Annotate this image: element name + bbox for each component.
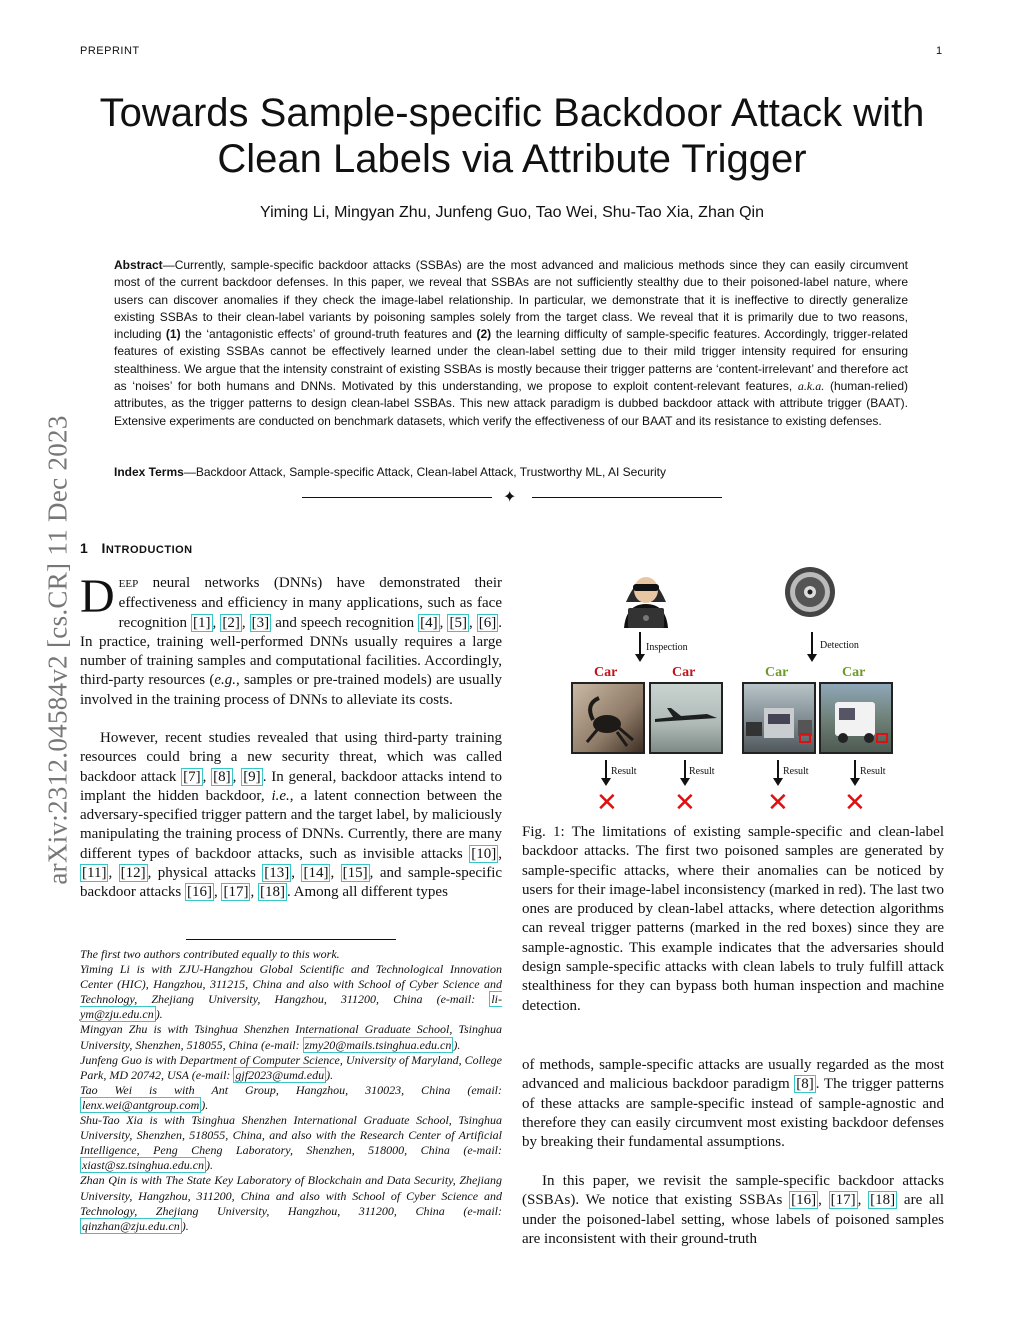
clean-label-image-truck xyxy=(742,682,816,754)
label-car-2: Car xyxy=(672,665,696,680)
citation-link[interactable]: [14] xyxy=(303,865,329,882)
fail-x-icon-2: ✕ xyxy=(674,788,696,817)
citation-link[interactable]: [2] xyxy=(222,614,240,631)
email-link[interactable]: qinzhan@zju.edu.cn xyxy=(82,1218,180,1233)
fail-x-icon-3: ✕ xyxy=(767,788,789,817)
abstract-label: Abstract xyxy=(114,258,163,272)
detection-arrow xyxy=(811,632,813,656)
body-text: neural networks (DNNs) have demonstrated their effectiveness and efficiency in many applications, such as face recognition xyxy=(118,575,502,631)
result-label-2: Result xyxy=(689,766,715,777)
citation-link[interactable]: [1] xyxy=(193,614,211,631)
inspection-arrow xyxy=(639,632,641,656)
email-link[interactable]: zmy20@mails.tsinghua.edu.cn xyxy=(304,1037,452,1052)
citation-link[interactable]: [18] xyxy=(870,1192,896,1209)
abstract-point-2: (2) xyxy=(476,327,492,342)
fail-x-icon-1: ✕ xyxy=(596,788,618,817)
figure-1 xyxy=(522,560,946,820)
result-arrow-1 xyxy=(605,760,607,780)
intro-paragraph-1: DEEP neural networks (DNNs) have demonstrated their effectiveness and efficiency in many applications, such as face recognition [1] , [2] , [3] and speech recognition [4] , [5] , [6] . In practice, training well-performed DNNs usually requires a large number of training samples and computational facilities. Accordingly, third-party resources (e.g., samples or pre-trained models) are usually involved in the training process of DNNs to alleviate its costs. xyxy=(80,570,503,708)
footnote-author-4: Tao Wei is with Ant Group, Hangzhou, 310023, China (email: lenx.wei@antgroup.com ). xyxy=(80,1082,502,1112)
body-text: . In practice, training well-performed DNNs usually requires a large number of training samples and computational facilities. Accordingly, third-party resources ( xyxy=(80,614,503,689)
body-text-italic: i.e. xyxy=(271,787,290,804)
body-text: of methods, sample-specific attacks are usually regarded as the most advanced and malicious backdoor paradigm xyxy=(522,1057,944,1093)
index-terms-text: —Backdoor Attack, Sample-specific Attack, Clean-label Attack, Trustworthy ML, AI Security xyxy=(183,465,667,479)
footnote-rule xyxy=(186,939,396,940)
citation-link[interactable]: [13] xyxy=(264,865,290,882)
fail-x-icon-4: ✕ xyxy=(844,788,866,817)
footnote-author-5: Shu-Tao Xia is with Tsinghua Shenzhen International Graduate School, Tsinghua University, Shenzhen, 518055, China, and also with the Research Center of Artificial Intelligence, Peng Cheng Laboratory, Shenzhen, 518000, China (e-mail: xiast@sz.tsinghua.edu.cn ). xyxy=(80,1113,502,1173)
footnote-equal-contribution: The first two authors contributed equally to this work. xyxy=(80,947,340,961)
hacker-icon xyxy=(620,562,672,628)
right-paragraph-1 xyxy=(522,1056,944,1152)
page-number: 1 xyxy=(936,45,943,57)
body-text: However, recent studies revealed that using third-party training resources could bring a new security threat, which was called backdoor attack xyxy=(80,730,502,785)
body-text: . In general, backdoor attacks intend to implant the hidden backdoor, xyxy=(80,768,503,804)
body-text: . The trigger patterns of these attacks are sample-specific instead of sample-agnostic and therefore they can easily circumvent most existing backdoor defenses by breaking their fundamental assumptions. xyxy=(522,1076,944,1151)
citation-link[interactable]: [17] xyxy=(830,1192,856,1209)
body-text: and speech recognition xyxy=(271,614,419,631)
citation-link[interactable]: [11] xyxy=(82,865,107,882)
citation-link[interactable]: [8] xyxy=(796,1076,814,1093)
body-text-italic: e.g. xyxy=(214,672,237,689)
citation-link[interactable]: [5] xyxy=(449,614,467,631)
citation-link[interactable]: [3] xyxy=(251,614,270,631)
section-divider-right xyxy=(532,497,722,498)
detection-gear-icon xyxy=(784,566,836,618)
result-arrow-3 xyxy=(777,760,779,780)
citation-link[interactable]: [8] xyxy=(213,768,231,785)
abstract-aka: a.k.a. xyxy=(797,379,825,394)
label-car-1: Car xyxy=(594,665,618,680)
title-line-2: Clean Labels via Attribute Trigger xyxy=(217,137,807,181)
result-arrow-head-3 xyxy=(773,778,783,786)
body-text: , samples or pre-trained models) are usually involved in the training process of DNNs to alleviate its costs. xyxy=(80,672,502,708)
citation-link[interactable]: [4] xyxy=(420,614,438,631)
body-text: . Among all different types xyxy=(286,884,448,901)
divider-star-icon: ✦ xyxy=(503,489,517,506)
detection-label: Detection xyxy=(820,640,859,651)
email-link[interactable]: xiast@sz.tsinghua.edu.cn xyxy=(82,1158,205,1173)
paper-title xyxy=(80,90,944,182)
inspection-label: Inspection xyxy=(646,642,688,653)
result-arrow-head-1 xyxy=(601,778,611,786)
figure-caption: Fig. 1: The limitations of existing sample-specific and clean-label backdoor attacks. The first two poisoned samples are generated by sample-specific attacks, where their anomalies can be noticed by users for their image-label inconsistency (marked in red). The last two ones are produced by clean-label attacks, where detection algorithms can reveal trigger patterns (marked in the red boxes) since they are sample-agnostic. This example indicates that the adversaries should design sample-specific attacks with clean labels to truly fulfill attack stealthiness for they can bypass both human inspection and machine detection. xyxy=(522,824,944,1014)
body-text: In this paper, we revisit the sample-specific backdoor attacks (SSBAs). We notice that existing SSBAs xyxy=(522,1173,944,1209)
section-title-rest: NTRODUCTION xyxy=(105,544,193,556)
result-label-3: Result xyxy=(783,766,809,777)
body-text: , a latent connection between the adversary-specified trigger pattern and the target label, by maliciously manipulating the training process of DNNs. Currently, there are many different types of backdoor attacks, such as invisible attacks xyxy=(80,787,502,862)
citation-link[interactable]: [6] xyxy=(478,614,497,631)
footnote-author-2: Mingyan Zhu is with Tsinghua Shenzhen International Graduate School, Tsinghua University, Shenzhen, 518055, China (e-mail: zmy20@mails.tsinghua.edu.cn ). xyxy=(80,1022,502,1052)
footnote-author-1: Yiming Li is with ZJU-Hangzhou Global Scientific and Technological Innovation Center (HIC), Hangzhou, 311215, China and also with School of Cyber Science and Technology, Zhejiang University, Hangzhou, 311200, China (e-mail: li-ym@zju.edu.cn ). xyxy=(80,962,502,1022)
citation-link[interactable]: [17] xyxy=(223,884,249,901)
body-text: , and sample-specific backdoor attacks xyxy=(80,865,503,901)
footnotes xyxy=(80,947,502,1234)
label-car-3: Car xyxy=(765,665,789,680)
section-number: 1 xyxy=(80,540,89,556)
email-link[interactable]: gjf2023@umd.edu xyxy=(235,1067,325,1082)
poisoned-image-scorpion xyxy=(571,682,645,754)
abstract-text: (human-relied) attributes, as the trigger patterns to design clean-label SSBAs. This new attack paradigm is dubbed backdoor attack with attribute trigger (BAAT). Extensive experiments are conducted on benchmark datasets, which verify the effectiveness of our BAAT and its resistance to existing defenses. xyxy=(114,379,908,428)
intro-paragraph-2: However, recent studies revealed that using third-party training resources could bring a new security threat, which was called backdoor attack [7] , [8] , [9] . In general, backdoor attacks intend to implant the hidden backdoor, i.e., a latent connection between the adversary-specified trigger pattern and the target label, by maliciously manipulating the training process of DNNs. Currently, there are many different types of backdoor attacks, such as invisible attacks [10] , [11] , [12] , physical attacks [13] , [14] , [15] , and sample-specific backdoor attacks [16] , [17] , [18] . Among all different types xyxy=(80,730,503,901)
inspection-arrow-head xyxy=(635,654,645,662)
citation-link[interactable]: [16] xyxy=(186,884,212,901)
index-terms-label: Index Terms xyxy=(114,465,184,479)
email-link[interactable]: li-ym@zju.edu.cn xyxy=(80,992,502,1022)
clean-label-image-van xyxy=(819,682,893,754)
title-line-1: Towards Sample-specific Backdoor Attack with xyxy=(99,91,925,135)
running-header: PREPRINT xyxy=(80,45,140,57)
section-initial: I xyxy=(101,540,106,556)
result-arrow-head-4 xyxy=(850,778,860,786)
arxiv-identifier: arXiv:2312.04584v2 [cs.CR] 11 Dec 2023 xyxy=(42,415,73,885)
drop-cap: D xyxy=(80,570,115,623)
poisoned-image-plane xyxy=(649,682,723,754)
abstract xyxy=(114,257,908,430)
citation-link[interactable]: [7] xyxy=(183,768,201,785)
author-list: Yiming Li, Mingyan Zhu, Junfeng Guo, Tao Wei, Shu-Tao Xia, Zhan Qin xyxy=(260,204,764,221)
drop-cap-rest: EEP xyxy=(118,578,139,590)
section-divider-left xyxy=(302,497,492,498)
citation-link[interactable]: [16] xyxy=(791,1192,817,1209)
body-text: are all under the poisoned-label setting, whose labels of poisoned samples are inconsistent with their ground-truth xyxy=(522,1192,945,1247)
result-label-1: Result xyxy=(611,766,637,777)
result-arrow-head-2 xyxy=(680,778,690,786)
abstract-text: the learning difficulty of sample-specific features. Accordingly, trigger-related features of existing SSBAs cannot be effectively learned under the clean-label setting due to their mild trigger intensity required for ensuring stealthiness. We argue that the intensity constraint of existing SSBAs is mostly because their trigger patterns are ‘content-irrelevant’ and therefore act as ‘noises’ for both humans and DNNs. Motivated by this understanding, we propose to exploit content-relevant features, xyxy=(114,327,908,394)
label-car-4: Car xyxy=(842,665,866,680)
abstract-text: —Currently, sample-specific backdoor attacks (SSBAs) are the most advanced and malicious methods since they can easily circumvent most of the current backdoor defenses. In this paper, we reveal that SSBAs are not sufficiently stealthy due to their poisoned-label nature, where users can discover anomalies if they check the image-label relationship. In particular, we demonstrate that it is ineffective to directly generalize existing SSBAs to their clean-label variants by poisoning samples solely from the target class. We reveal that it is primarily due to two reasons, including xyxy=(114,258,908,342)
abstract-text: the ‘antagonistic effects’ of ground-truth features and xyxy=(180,327,477,342)
citation-link[interactable]: [18] xyxy=(259,884,285,901)
detection-arrow-head xyxy=(807,654,817,662)
citation-link[interactable]: [12] xyxy=(120,865,146,882)
result-label-4: Result xyxy=(860,766,886,777)
footnote-author-6: Zhan Qin is with The State Key Laboratory of Blockchain and Data Security, Zhejiang University, Hangzhou, 311200, China and also with School of Cyber Science and Technology, Zhejiang University, Hangzhou, 311200, China (e-mail: qinzhan@zju.edu.cn ). xyxy=(80,1173,502,1233)
email-link[interactable]: lenx.wei@antgroup.com xyxy=(82,1097,200,1112)
abstract-point-1: (1) xyxy=(165,327,181,342)
citation-link[interactable]: [10] xyxy=(471,845,497,862)
footnote-author-3: Junfeng Guo is with Department of Computer Science, University of Maryland, College Park, MD 20742, USA (e-mail: gjf2023@umd.edu ). xyxy=(80,1052,502,1082)
right-paragraph-2: In this paper, we revisit the sample-specific backdoor attacks (SSBAs). We notice that existing SSBAs [16] , [17] , [18] are all under the poisoned-label setting, whose labels of poisoned samples are inconsistent with their ground-truth xyxy=(522,1173,945,1247)
result-arrow-4 xyxy=(854,760,856,780)
body-text: , physical attacks xyxy=(147,865,263,882)
citation-link[interactable]: [15] xyxy=(342,865,368,882)
index-terms xyxy=(114,465,908,479)
citation-link[interactable]: [9] xyxy=(243,768,261,785)
section-heading xyxy=(80,540,193,556)
result-arrow-2 xyxy=(684,760,686,780)
